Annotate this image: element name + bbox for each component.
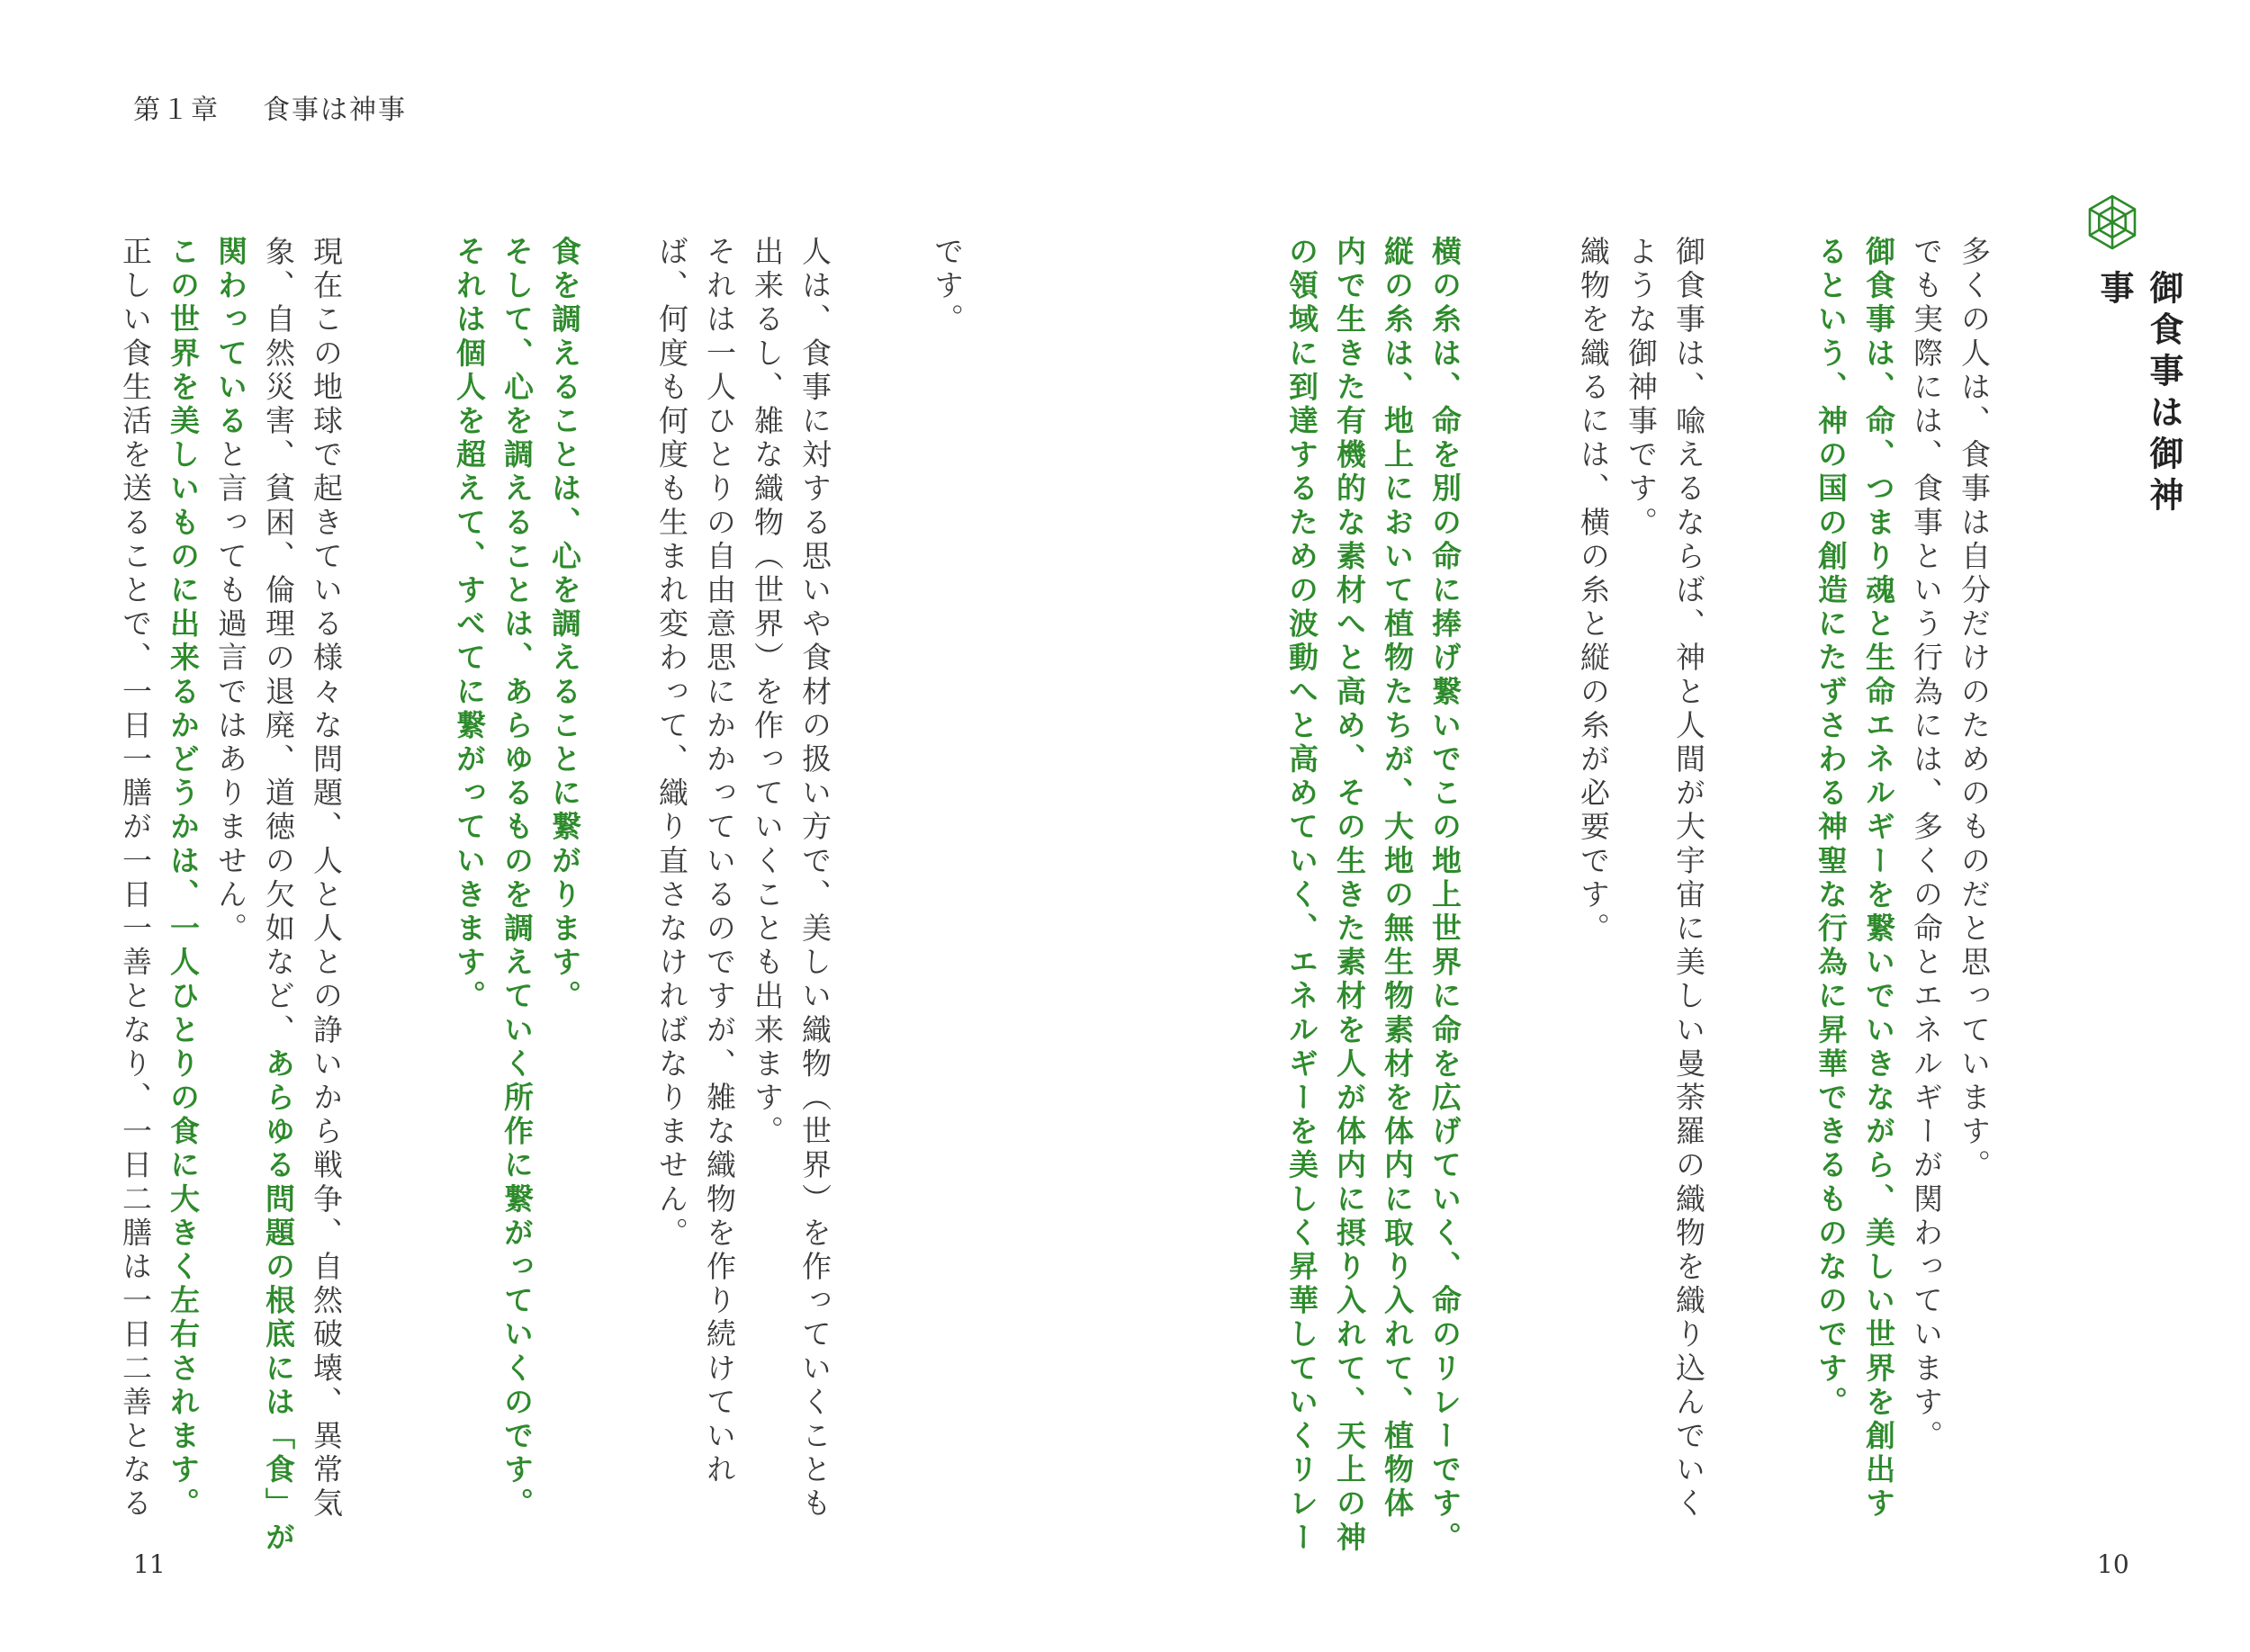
text-line: 出来るし、雑な織物（世界）を作っていくことも出来ます。: [750, 236, 785, 1150]
right-paragraph-3: [1570, 236, 1713, 1522]
text-line: この世界を美しいものに出来るかどうかは、一人ひとりの食に大きく左右されます。: [166, 236, 201, 1522]
text-line: 多くの人は、食事は自分だけのためのものだと思っています。: [1957, 236, 1992, 1183]
text-line: [207, 236, 255, 1459]
text-line: るという、神の国の創造にたずさわる神聖な行為に昇華できるものなのです。: [1814, 236, 1849, 1420]
left-paragraph-5: [112, 236, 207, 1522]
right-paragraph-4: [1278, 236, 1469, 1556]
running-header: [133, 87, 407, 127]
text-line: 織物を織るには、横の糸と縦の糸が必要です。: [1576, 236, 1611, 947]
text-segment: 象、自然災害、貧困、倫理の退廃、道徳の欠如など、: [261, 236, 296, 1048]
highlight-segment: 関わっている: [213, 236, 248, 439]
text-line: でも実際には、食事という行為には、多くの命とエネルギーが関わっています。: [1909, 236, 1944, 1454]
right-paragraph-2: [1807, 236, 1903, 1522]
text-line: そして、心を調えることは、あらゆるものを調えていく所作に繋がっていくのです。: [500, 236, 535, 1522]
chapter-title: 食事は神事: [263, 94, 407, 126]
text-line: ような御神事です。: [1624, 236, 1659, 541]
text-line: 正しい食生活を送ることで、一日一膳が一日一善となり、一日二膳は一日二善となる: [118, 236, 153, 1522]
text-segment: と言っても過言ではありません。: [213, 438, 248, 947]
text-line: 縦の糸は、地上において植物たちが、大地の無生物素材を体内に取り入れて、植物体: [1380, 236, 1415, 1522]
right-paragraph-1: [1903, 236, 1998, 1459]
left-paragraph-4: [207, 236, 350, 1556]
text-line: 食を調えることは、心を調えることに繋がります。: [547, 236, 582, 1014]
asanoha-icon: [2084, 194, 2140, 250]
chapter-number: 第１章: [133, 94, 220, 126]
text-line: 現在この地球で起きている様々な問題、人と人との諍いから戦争、自然破壊、異常気: [309, 236, 344, 1522]
text-line: 御食事は、命、つまり魂と生命エネルギーを繋いでいきながら、美しい世界を創出す: [1861, 236, 1896, 1522]
text-line: 人は、食事に対する思いや食材の扱い方で、美しい織物（世界）を作っていくことも: [797, 236, 832, 1522]
text-line: ば、何度も何度も生まれ変わって、織り直さなければなりません。: [654, 236, 689, 1251]
page-number-left: 11: [133, 1549, 166, 1579]
text-line: 内で生きた有機的な素材へと高め、その生きた素材を人が体内に摂り入れて、天上の神: [1332, 236, 1367, 1556]
text-line: 御食事は、喩えるならば、神と人間が大宇宙に美しい曼荼羅の織物を織り込んでいく: [1671, 236, 1706, 1522]
left-paragraph-1: [923, 236, 971, 1459]
text-line: 横の糸は、命を別の命に捧げ繋いでこの地上世界に命を広げていく、命のリレーです。: [1427, 236, 1462, 1556]
text-line: それは一人ひとりの自由意思にかかっているのですが、雑な織物を作り続けていれ: [702, 236, 737, 1488]
page-number-right: 10: [2097, 1549, 2129, 1579]
text-line: [255, 236, 302, 1556]
left-paragraph-3: [446, 236, 589, 1522]
highlight-segment: あらゆる問題の根底には「食」が: [261, 1047, 296, 1556]
text-line: それは個人を超えて、すべてに繋がっていきます。: [452, 236, 487, 1014]
text-line: の領域に到達するための波動へと高めていく、エネルギーを美しく昇華していくリレー: [1284, 236, 1319, 1556]
text-line: です。: [930, 236, 965, 337]
section-title: 御食事は御神事: [2094, 270, 2183, 518]
left-paragraph-2: [648, 236, 839, 1522]
